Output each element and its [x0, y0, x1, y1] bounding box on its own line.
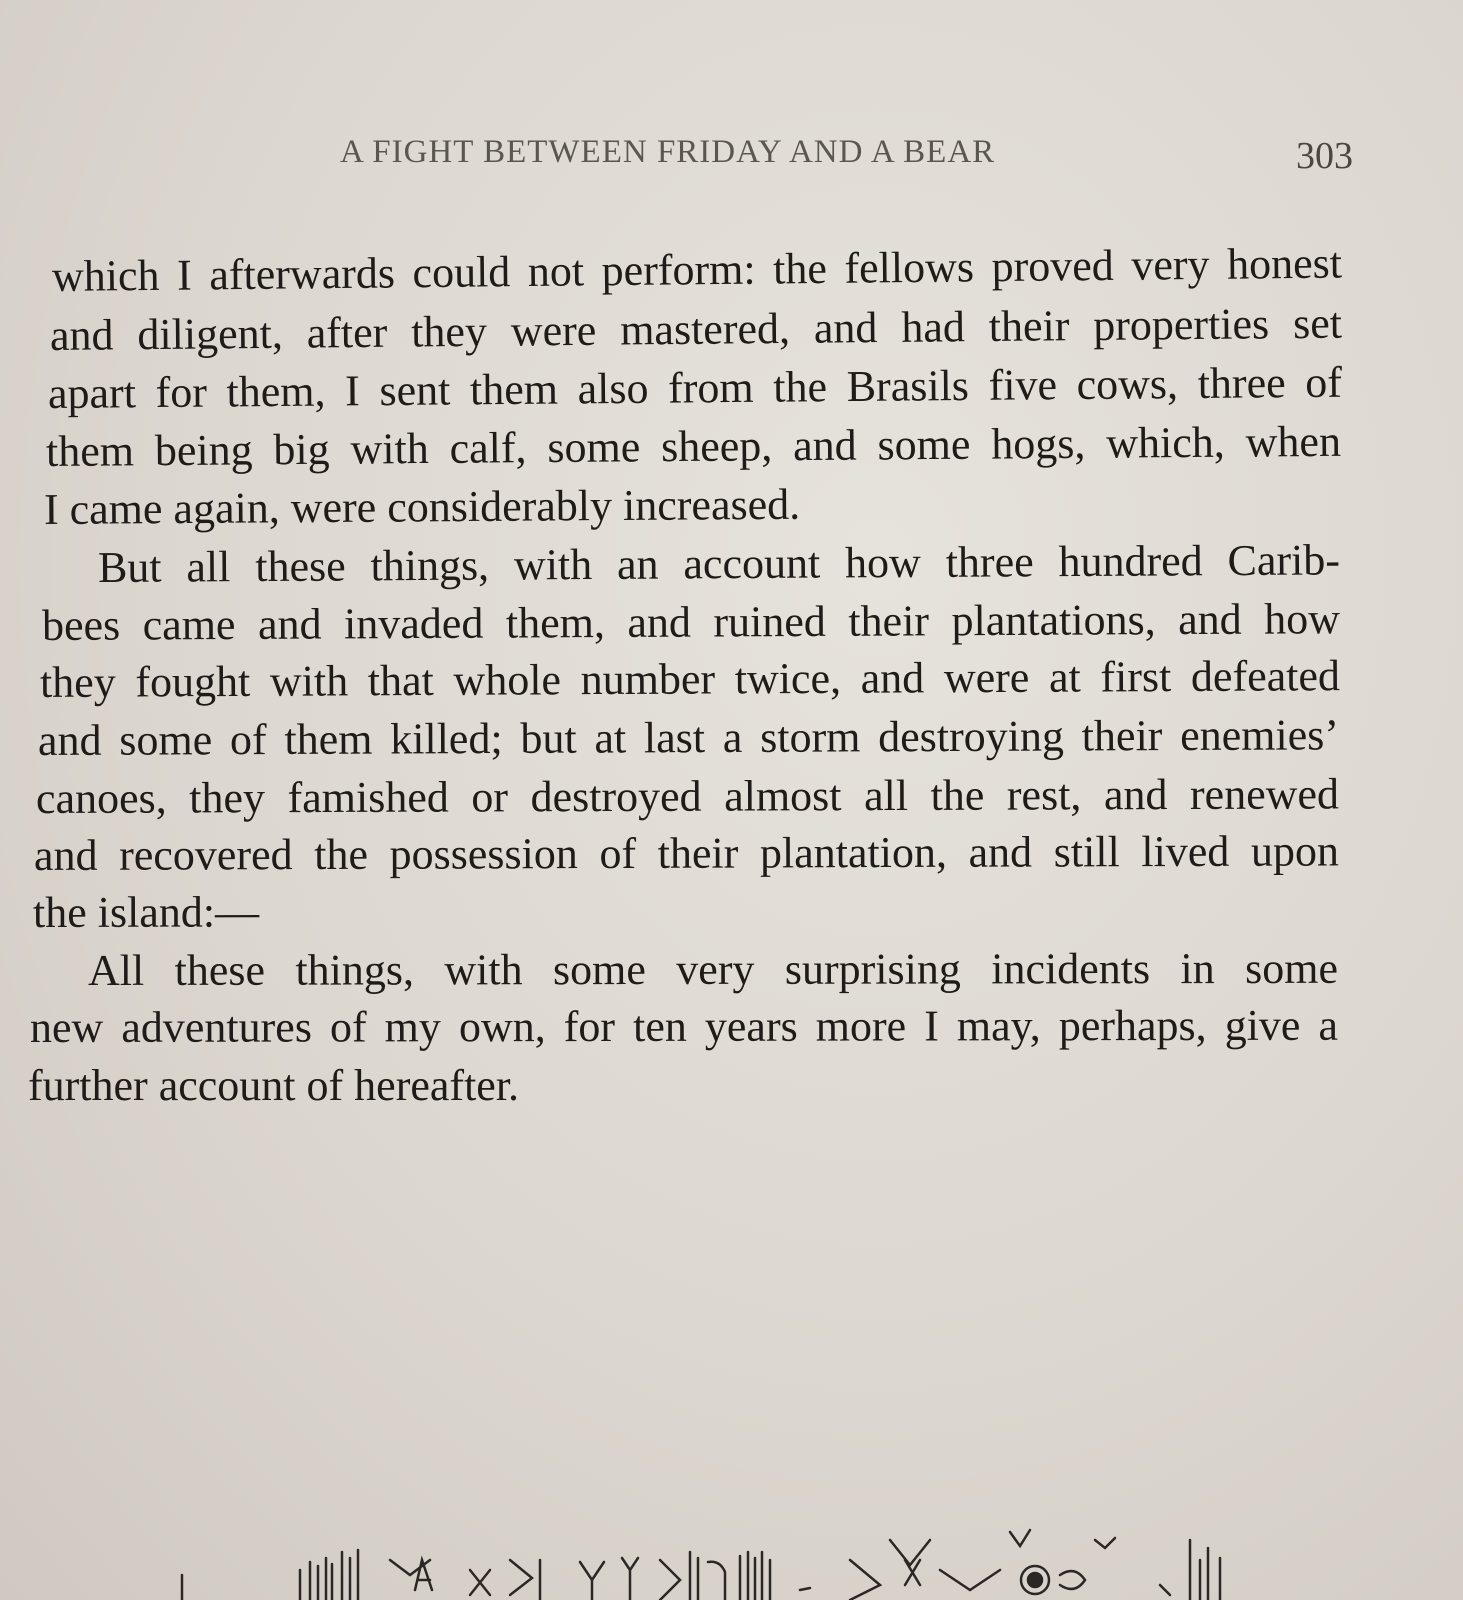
page-number: 303	[1296, 135, 1353, 177]
text-line: and recovered the possession of their plantation, and still lived upon	[33, 826, 1340, 880]
text-line: and diligent, after they were mastered, and had their properties set	[49, 298, 1343, 360]
text-line: new adventures of my own, for ten years more I may, perhaps, give a	[29, 1000, 1339, 1052]
bleed-through-marks	[160, 1500, 1280, 1600]
text-line: canoes, they famished or destroyed almost all the rest, and renewed	[35, 769, 1340, 823]
text-line: All these things, with some very surprising incidents in some	[87, 943, 1339, 995]
running-head-title: A FIGHT BETWEEN FRIDAY AND A BEAR	[340, 134, 996, 170]
text-line: which I afterwards could not perform: the fellows proved very honest	[51, 238, 1343, 301]
text-line: further account of hereafter.	[28, 1061, 520, 1110]
text-line: the island:—	[32, 887, 260, 937]
text-line: bees came and invaded them, and ruined their plantations, and how	[41, 594, 1341, 650]
text-line: they fought with that whole number twice, and were at first defeated	[39, 651, 1341, 707]
text-line: and some of them killed; but at last a storm destroying their enemies’	[37, 710, 1340, 765]
text-line: But all these things, with an account how three hundred Carib-	[97, 535, 1341, 592]
text-line: them being big with calf, some sheep, and some hogs, which, when	[45, 416, 1342, 476]
text-line: I came again, were considerably increased.	[43, 479, 801, 534]
text-line: apart for them, I sent them also from the Brasils five cows, three of	[47, 357, 1343, 418]
